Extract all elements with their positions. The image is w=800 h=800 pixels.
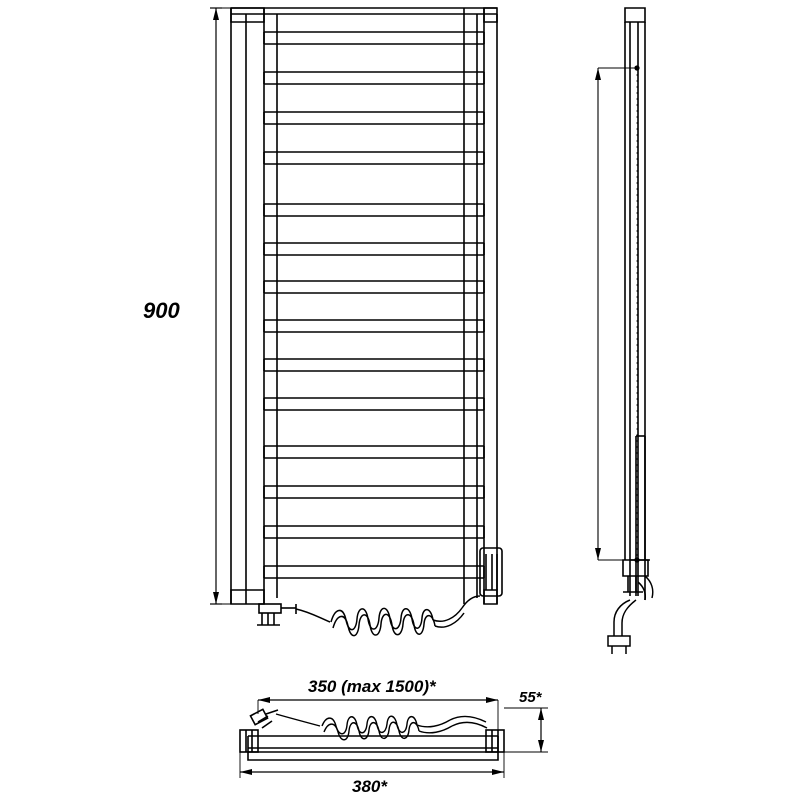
dimension-depth-label: 55* [519,689,542,706]
bottom-connector [257,604,296,625]
dimension-cord-length [258,697,498,730]
dimension-height-label: 900 [143,298,180,323]
side-view [595,8,653,654]
dimension-width-label: 380* [352,777,387,796]
dimension-depth [504,708,548,752]
dimension-height-900 [210,8,231,604]
top-view [240,709,504,760]
dimension-width [240,752,504,778]
front-view [231,8,502,636]
side-view-dimension [595,65,640,562]
rungs [264,32,484,578]
dimension-cord-length-label: 350 (max 1500)* [308,677,436,696]
power-cord [296,596,480,636]
